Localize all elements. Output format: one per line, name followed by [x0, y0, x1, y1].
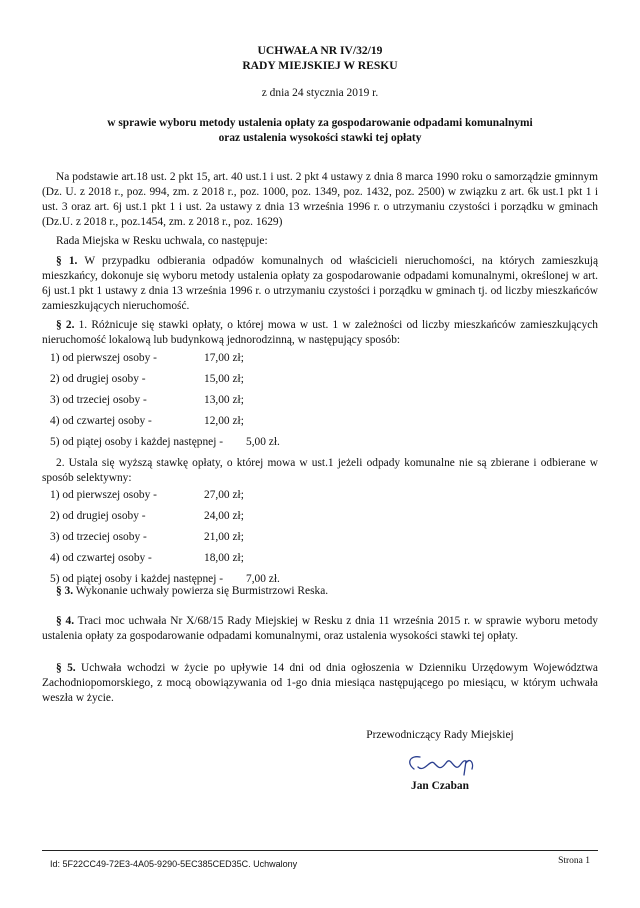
rate-label: 5) od piątej osoby i każdej następnej - [50, 436, 224, 448]
rate-row [50, 393, 350, 414]
title-line-2: RADY MIEJSKIEJ W RESKU [242, 59, 398, 72]
rate-row [50, 509, 350, 530]
signatory-title: Przewodniczący Rady Miejskiej [366, 729, 514, 741]
rate-label: 2) od drugiej osoby - [50, 373, 146, 385]
rate-list-higher [50, 488, 350, 593]
section-2-text: 1. Różnicuje się stawki opłaty, o której mowa w ust. 1 w zależności od liczby mieszkańców zamieszkujących nieruchomość lokalową lub budynkową jednorodzinną, w następujący sposób: [42, 319, 598, 346]
rate-amount: 15,00 zł; [204, 373, 244, 385]
rate-amount: 27,00 zł; [204, 489, 244, 501]
footer-divider [42, 850, 598, 851]
rate-amount: 17,00 zł; [204, 352, 244, 364]
rate-row [50, 414, 350, 435]
rate-label: 1) od pierwszej osoby - [50, 489, 157, 501]
section-5-text: Uchwała wchodzi w życie po upływie 14 dni od dnia ogłoszenia w Dzienniku Urzędowym Województwa Zachodniopomorskiego, z mocą obowiązywania od 1-go dnia miesiąca następującego po miesiącu, w którym uchwała weszła w życie. [42, 662, 598, 704]
rate-row [50, 530, 350, 551]
section-5 [42, 661, 598, 706]
resolution-title [0, 43, 640, 73]
section-2-point-2: 2. Ustala się wyższą stawkę opłaty, o której mowa w ust.1 jeżeli odpady komunalne nie są zbierane i odbierane w sposób selektywny: [42, 457, 598, 484]
rate-amount: 21,00 zł; [204, 531, 244, 543]
rate-label: 4) od czwartej osoby - [50, 552, 152, 564]
section-5-label: § 5. [56, 662, 76, 674]
rate-label: 5) od piątej osoby i każdej następnej - [50, 573, 224, 585]
rate-row [50, 488, 350, 509]
rate-label: 4) od czwartej osoby - [50, 415, 152, 427]
rate-label: 1) od pierwszej osoby - [50, 352, 157, 364]
document-id: Id: 5F22CC49-72E3-4A05-9290-5EC385CED35C. Uchwalony [50, 859, 298, 869]
page-number: Strona 1 [558, 856, 590, 866]
rate-amount: 24,00 zł; [204, 510, 244, 522]
section-1-text: W przypadku odbierania odpadów komunalnych od właścicieli nieruchomości, na których zamieszkują mieszkańcy, dokonuje się wyboru metody ustalenia opłaty za gospodarowanie odpadami komunalnymi, określonej w art. 6j ust.1 pkt 1 ustawy z dnia 13 września 1996 r. o utrzymaniu czystości i porządku w gminach tj. od liczby mieszkańców zamieszkujących nieruchomość. [42, 255, 598, 312]
section-4-text: Traci moc uchwała Nr X/68/15 Rady Miejskiej w Resku z dnia 11 września 2015 r. w sprawie wyboru metody ustalenia opłaty za gospodarowanie odpadami komunalnymi, oraz ustalenia wysokości stawki tej opłaty. [42, 615, 598, 642]
rate-amount: 18,00 zł; [204, 552, 244, 564]
rate-label: 3) od trzeciej osoby - [50, 394, 147, 406]
section-3-label: § 3. [56, 585, 74, 597]
rate-amount: 7,00 zł. [246, 573, 280, 585]
rate-label: 3) od trzeciej osoby - [50, 531, 147, 543]
rate-row [50, 372, 350, 393]
rate-amount: 12,00 zł; [204, 415, 244, 427]
resolution-date: z dnia 24 stycznia 2019 r. [261, 87, 379, 99]
rate-amount: 5,00 zł. [246, 436, 280, 448]
section-2-label: § 2. [56, 319, 75, 331]
legal-basis-paragraph: Na podstawie art.18 ust. 2 pkt 15, art. 40 ust.1 i ust. 2 pkt 4 ustawy z dnia 8 marca 1990 roku o samorządzie gminnym (Dz. U. z 2018 r., poz. 994, zm. z 2018 r., poz. 1000, poz. 1349, poz. 1432, poz. 2500) w związku z art. 6k ust.1 pkt 1 i ust. 3 oraz art. 6j ust.1 pkt 1 i ust. 2a ustawy z dnia 13 września 1996 r. o utrzymaniu czystości i porządku w gminach (Dz.U. z 2018 r., poz.1454, zm. z 2018 r., poz. 1629) [42, 171, 598, 228]
section-4-label: § 4. [56, 615, 75, 627]
handwritten-signature [340, 749, 540, 779]
rate-amount: 13,00 zł; [204, 394, 244, 406]
section-3 [42, 584, 598, 599]
title-line-1: UCHWAŁA NR IV/32/19 [257, 44, 383, 57]
resolution-intro: Rada Miejska w Resku uchwala, co następuje: [56, 235, 268, 247]
signature-block [340, 728, 540, 794]
section-3-text: Wykonanie uchwały powierza się Burmistrzowi Reska. [73, 585, 329, 597]
resolution-subject [90, 116, 550, 146]
rate-row [50, 435, 350, 456]
section-4 [42, 614, 598, 644]
rate-list-standard [50, 351, 350, 456]
rate-row [50, 551, 350, 572]
signatory-name: Jan Czaban [411, 780, 469, 792]
section-2 [42, 318, 598, 348]
subject-line-2: oraz ustalenia wysokości stawki tej opłaty [218, 132, 422, 144]
section-1-label: § 1. [56, 255, 78, 267]
section-1 [42, 254, 598, 314]
subject-line-1: w sprawie wyboru metody ustalenia opłaty za gospodarowanie odpadami komunalnymi [107, 117, 533, 129]
rate-label: 2) od drugiej osoby - [50, 510, 146, 522]
rate-row [50, 351, 350, 372]
